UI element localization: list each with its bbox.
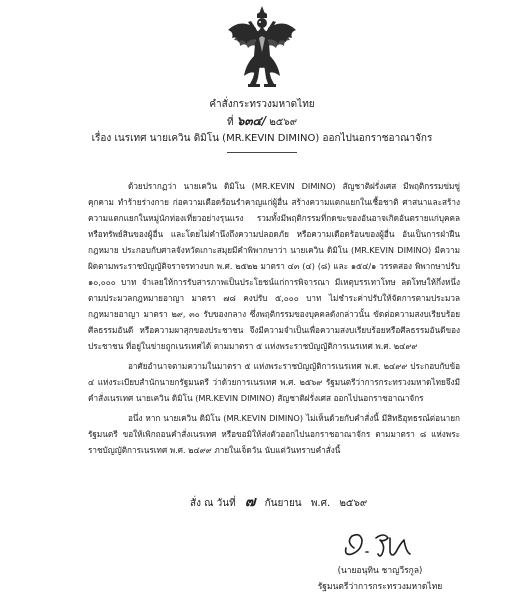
date-year: ๒๕๖๙ (339, 498, 368, 509)
garuda-emblem-icon (226, 4, 298, 90)
order-number-handwritten: ๖๓๔/ (236, 114, 267, 128)
body-paragraph-2: อาศัยอำนาจตามความในมาตรา ๕ แห่งพระราชบัญญัติการเนรเทศ พ.ศ. ๒๔๙๙ ประกอบกับข้อ ๔ แห่งระเบียบสำนักนายกรัฐมนตรี ว่าด้วยการเนรเทศ พ.ศ. ๒๕๖๙ รัฐมนตรีว่าการกระทรวงมหาดไทยจึงมีคำสั่งเนรเทศ นายเควิน ดิมิโน (MR.KEVIN DIMINO) สัญชาติฝรั่งเศส ออกไปนอกราชอาณาจักร (88, 361, 460, 403)
order-body (88, 178, 460, 462)
date-prefix: สั่ง ณ วันที่ (190, 498, 236, 509)
order-number-prefix: ที่ (226, 117, 234, 128)
subject-divider (227, 152, 297, 153)
department-heading: คำสั่งกระทรวงมหาดไทย (209, 99, 315, 110)
body-paragraph-3: อนึ่ง หาก นายเควิน ดิมิโน (MR.KEVIN DIMINO) ไม่เห็นด้วยกับคำสั่งนี้ มีสิทธิอุทธรณ์ต่อนายกรัฐมนตรี ขอให้เพิกถอนคำสั่งเนรเทศ หรือขอมิให้ส่งตัวออกไปนอกราชอาณาจักร ตามมาตรา ๘ แห่งพระราชบัญญัติการเนรเทศ พ.ศ. ๒๔๙๙ ภายในเจ็ดวัน นับแต่วันทราบคำสั่งนี้ (88, 413, 460, 455)
signatory-title: รัฐมนตรีว่าการกระทรวงมหาดไทย (317, 582, 443, 592)
order-date (190, 494, 373, 512)
date-year-label: พ.ศ. (310, 498, 331, 509)
signatory-name: (นายอนุทิน ชาญวีรกูล) (337, 566, 423, 576)
date-month: กันยายน (264, 498, 302, 509)
order-number (0, 114, 524, 130)
body-paragraph-1: ด้วยปรากฏว่า นายเควิน ดิมิโน (MR.KEVIN DIMINO) สัญชาติฝรั่งเศส มีพฤติกรรมข่มขู่ คุกคาม ทำร้ายร่างกาย ก่อความเดือดร้อนรำคาญแก่ผู้อื่น สร้างความแตกแยกในเชื้อชาติ ศาสนาและสร้างความแตกแยกในหมู่นักท่องเที่ยวอย่างรุนแรง รวมทั้งมีพฤติกรรมที่กดขะของอันอาจเกิดอันตรายแก่บุคคลหรือทรัพย์สินของผู้อื่น และโดยไม่คำนึงถึงความปลอดภัย หรือความเดือดร้อนของผู้อื่น อันเป็นการฝ่าฝืนกฎหมาย ประกอบกับศาลจังหวัดเกาะสมุยมีคำพิพากษาว่า นายเควิน ดิมิโน (MR.KEVIN DIMINO) มีความผิดตามพระราชบัญญัติจราจรทางบก พ.ศ. ๒๕๒๒ มาตรา ๔๓ (๔) (๘) และ ๑๕๔/๑ วรรคสอง พิพากษาปรับ ๑๐,๐๐๐ บาท จำเลยให้การรับสารภาพเป็นประโยชน์แก่การพิจารณา มีเหตุบรรเทาโทษ ลดโทษให้กึ่งหนึ่งตามประมวลกฎหมายอาญา มาตรา ๗๘ คงปรับ ๕,๐๐๐ บาท ไม่ชำระค่าปรับให้จัดการตามประมวลกฎหมายอาญา มาตรา ๒๙, ๓๐ รับของกลาง ซึ่งพฤติกรรมของบุคคลดังกล่าวนั้น ขัดต่อความสงบเรียบร้อย ศีลธรรมอันดี หรือความผาสุกของประชาชน จึงมีความจำเป็นเพื่อความสงบเรียบร้อยหรือศีลธรรมอันดีของประชาชน ที่อยู่ในข่ายถูกเนรเทศได้ ตามมาตรา ๕ แห่งพระราชบัญญัติการเนรเทศ พ.ศ. ๒๔๙๙ (88, 181, 460, 351)
order-number-year: ๒๕๖๙ (269, 117, 298, 128)
handwritten-signature-icon (340, 528, 428, 562)
date-day-handwritten: ๗ (244, 494, 256, 510)
order-subject: เรื่อง เนรเทศ นายเควิน ดิมิโน (MR.KEVIN DIMINO) ออกไปนอกราชอาณาจักร (91, 133, 433, 144)
